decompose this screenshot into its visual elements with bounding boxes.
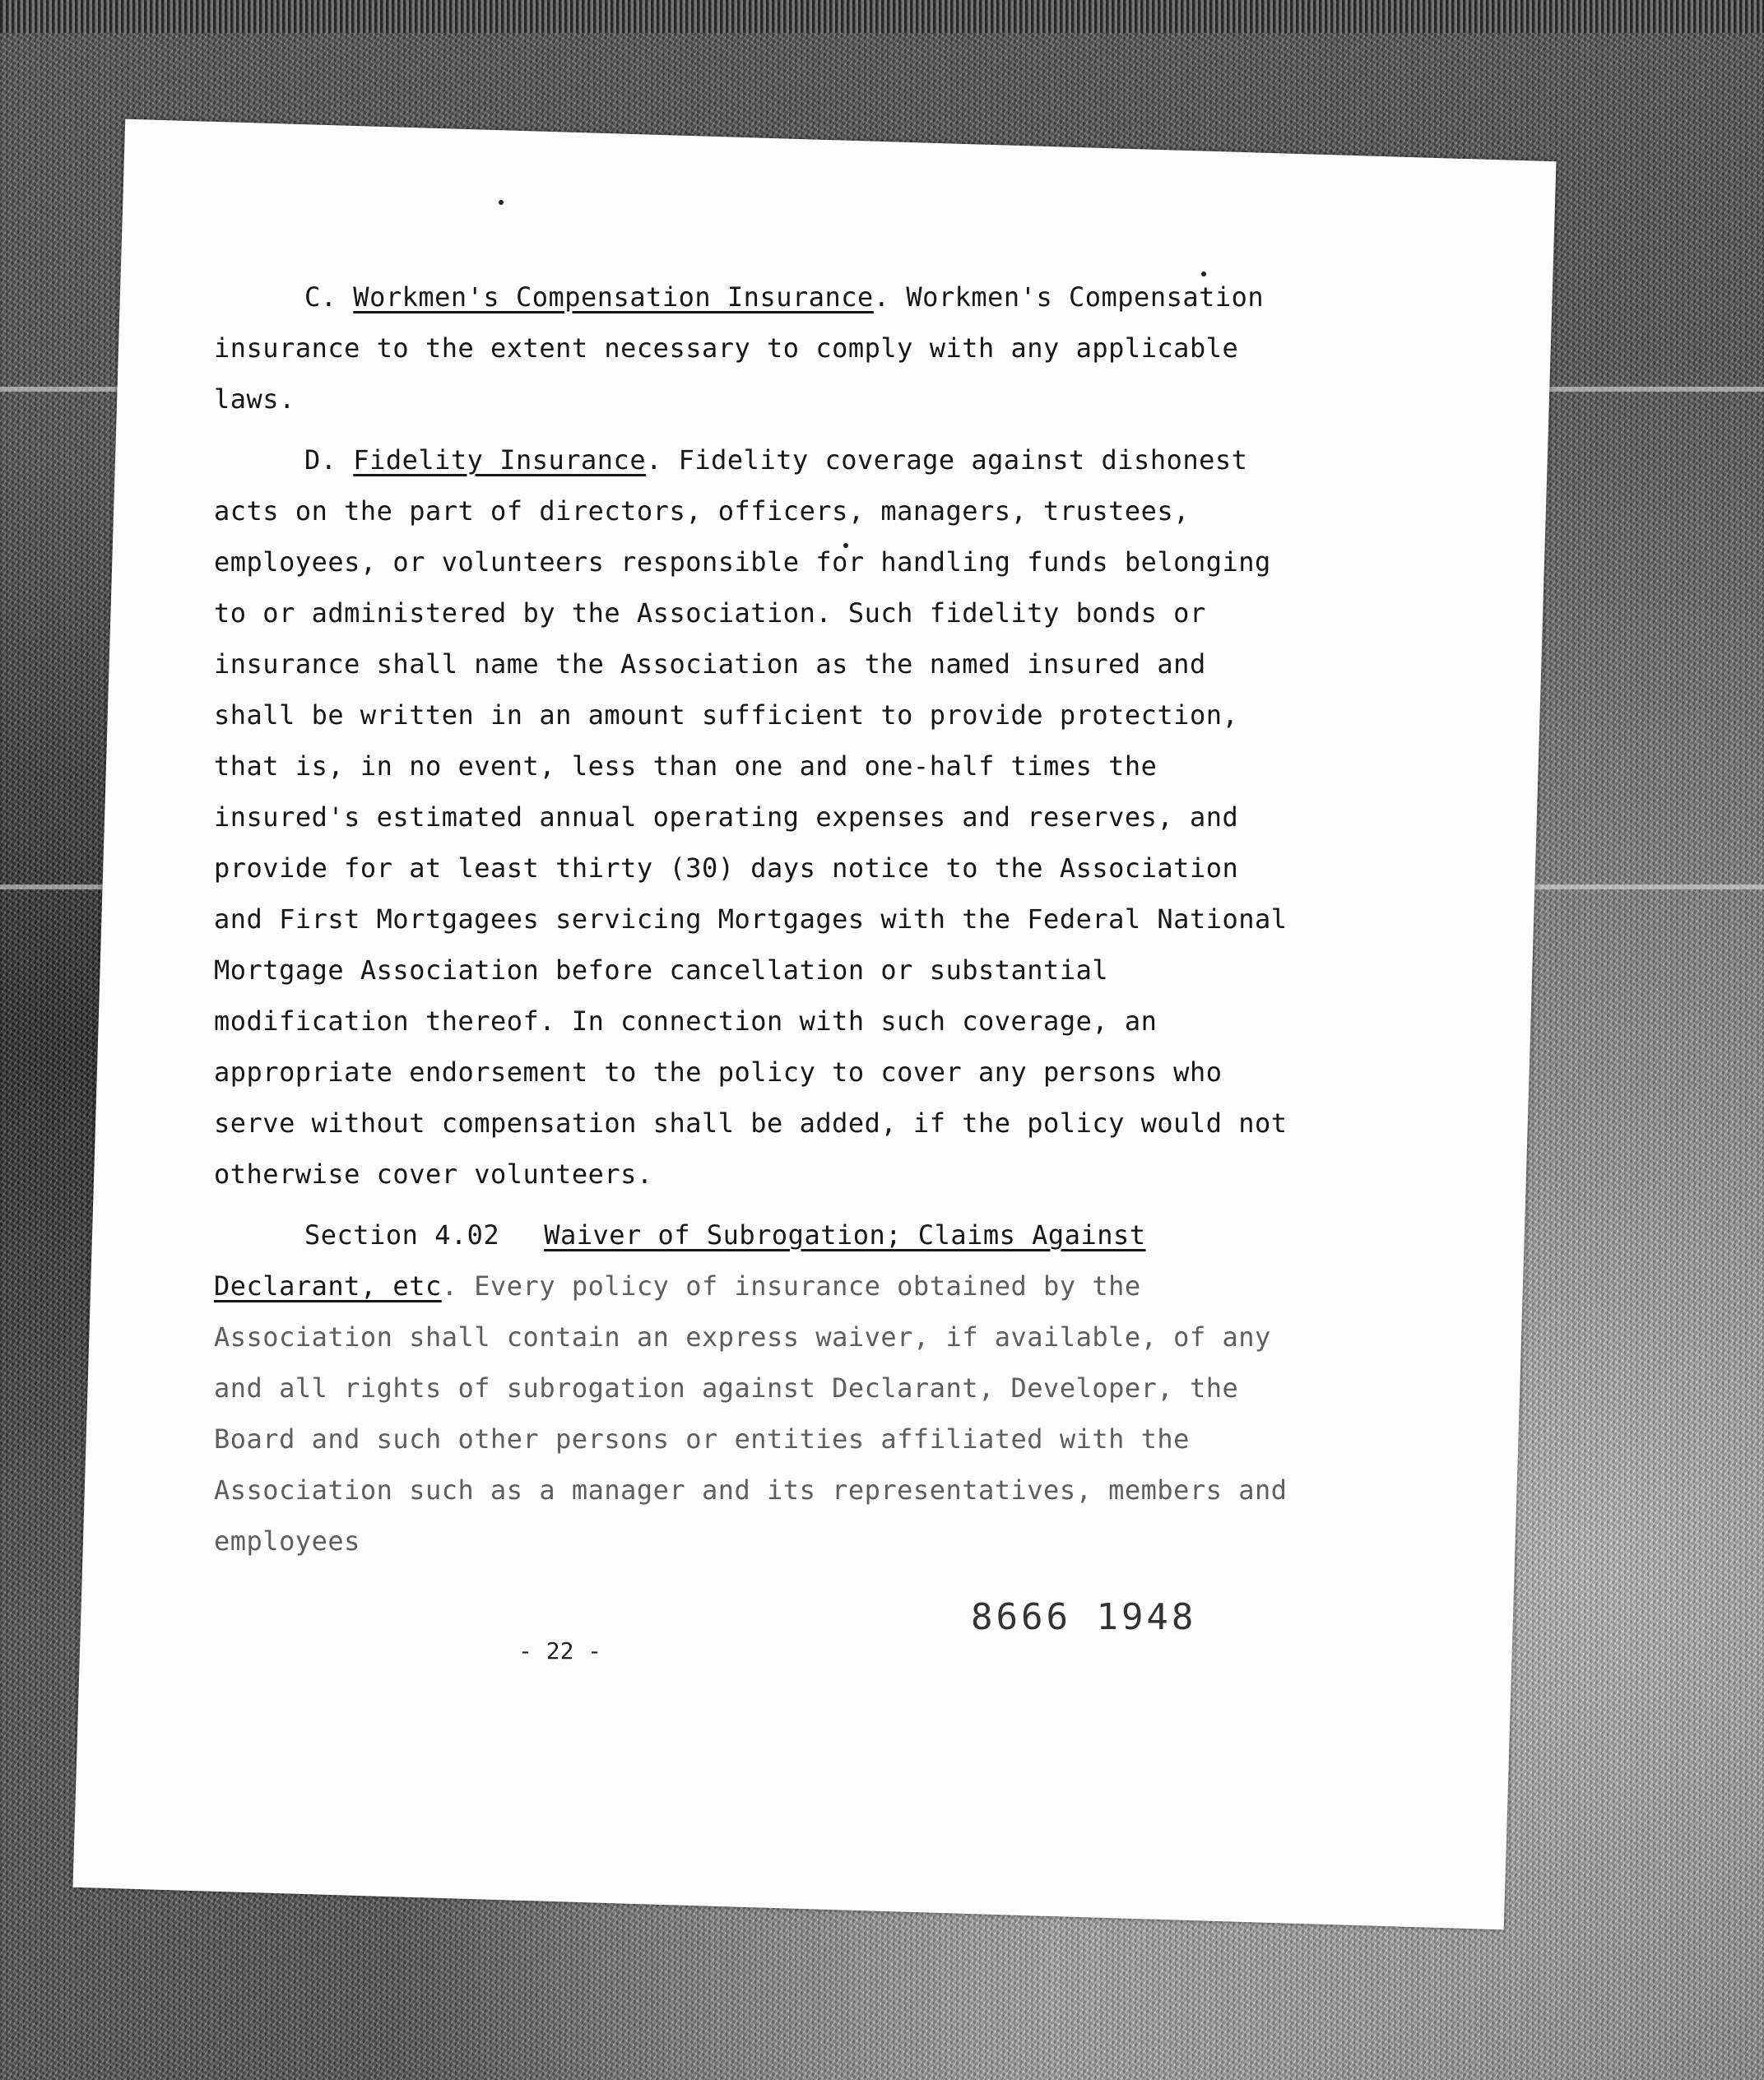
record-stamp-number: 8666 1948: [971, 1596, 1197, 1638]
paragraph-d: [214, 434, 1300, 1200]
paragraph-heading: Fidelity Insurance: [353, 444, 647, 476]
section-heading: Waiver of Subrogation; Claims Against Declarant, etc: [214, 1219, 1146, 1302]
paragraph-body: . Fidelity coverage against dishonest acts on the part of directors, officers, managers, trustees, employees, or volunteers responsible for handling funds belonging to or administered by the Association. Such fidelity bonds or insurance shall name the Association as the named insured and shall be written in an amount sufficient to provide protection, that is, in no event, less than one and one-half times the insured's estimated annual operating expenses and reserves, and provide for at least thirty (30) days notice to the Association and First Mortgagees servicing Mortgages with the Federal National Mortgage Association before cancellation or substantial modification thereof. In connection with such coverage, an appropriate endorsement to the policy to cover any persons who serve without compensation shall be added, if the policy would not otherwise cover volunteers.: [214, 444, 1288, 1190]
section-4-02: [214, 1209, 1300, 1567]
speck: [499, 200, 504, 205]
document-body: [214, 272, 1300, 1576]
paragraph-heading: Workmen's Compensation Insurance: [353, 281, 874, 313]
paragraph-body: . Workmen's Compensation insurance to the extent necessary to comply with any applicable laws.: [214, 281, 1265, 415]
section-number: Section 4.02: [304, 1219, 500, 1251]
paragraph-label: D.: [304, 444, 337, 476]
page-number: - 22 -: [518, 1637, 602, 1664]
scanner-edge-strip: [0, 0, 1764, 33]
paragraph-label: C.: [304, 281, 337, 313]
section-body: . Every policy of insurance obtained by the Association shall contain an express waiver, if available, of any and all rights of subrogation against Declarant, Developer, the Board and such other persons or entities affiliated with the Association such as a manager and its representatives, members and employees: [214, 1270, 1288, 1557]
paragraph-c: [214, 272, 1300, 425]
